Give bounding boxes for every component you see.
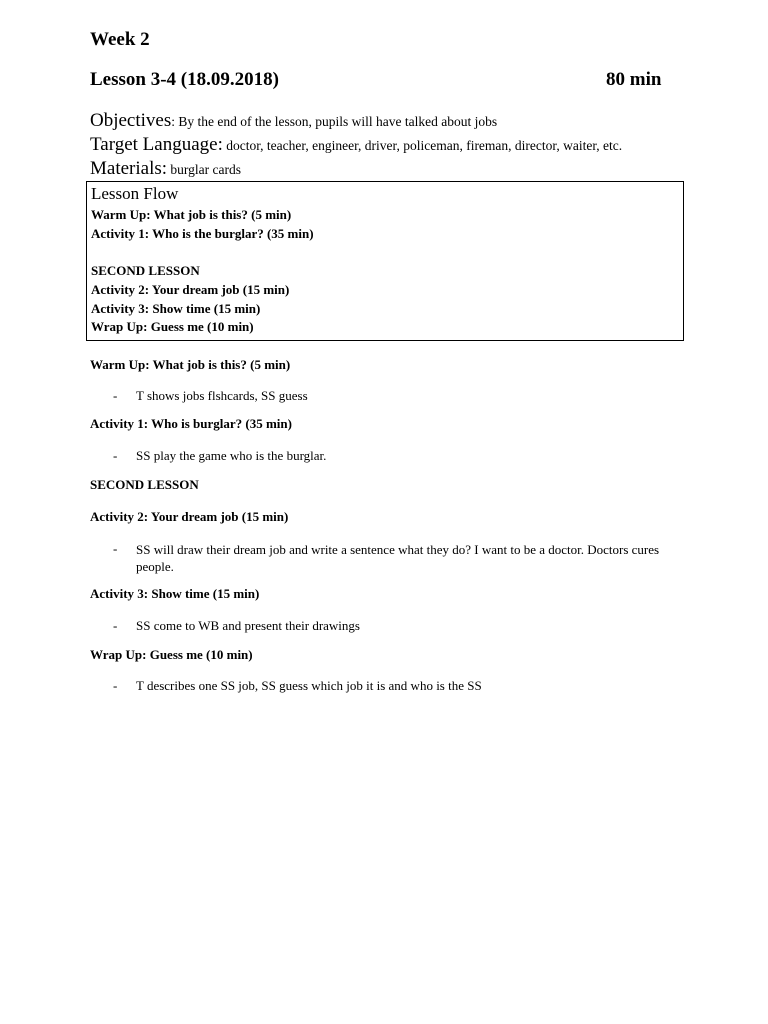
bullet-marker: - <box>113 618 118 633</box>
bullet-marker: - <box>113 678 118 693</box>
target-language-text: doctor, teacher, engineer, driver, policeman, fireman, director, waiter, etc. <box>222 138 623 153</box>
section-heading-activity-1: Activity 1: Who is burglar? (35 min) <box>90 416 292 431</box>
section-heading-activity-2: Activity 2: Your dream job (15 min) <box>90 509 289 524</box>
week-heading: Week 2 <box>90 29 150 50</box>
objectives-label: Objectives <box>90 110 172 131</box>
section-bullet-wrap-up: T describes one SS job, SS guess which job it is and who is the SS <box>136 678 482 693</box>
bullet-marker: - <box>113 388 118 403</box>
objectives-row <box>90 110 497 132</box>
bullet-marker: - <box>113 541 118 556</box>
section-bullet-activity-2: SS will draw their dream job and write a sentence what they do? I want to be a doctor. Doctors cures people. <box>136 542 660 574</box>
flow-item-warm-up: Warm Up: What job is this? (5 min) <box>91 207 292 222</box>
flow-item-wrap-up: Wrap Up: Guess me (10 min) <box>91 319 254 334</box>
target-language-label: Target Language: <box>90 134 223 155</box>
section-heading-second-lesson: SECOND LESSON <box>90 477 199 492</box>
materials-row <box>90 158 241 180</box>
lesson-heading: Lesson 3-4 (18.09.2018) <box>90 69 279 90</box>
objectives-text: : By the end of the lesson, pupils will have talked about jobs <box>171 114 498 129</box>
target-language-row <box>90 134 622 156</box>
flow-item-activity-1: Activity 1: Who is the burglar? (35 min) <box>91 226 314 241</box>
section-bullet-activity-1: SS play the game who is the burglar. <box>136 448 327 463</box>
section-heading-wrap-up: Wrap Up: Guess me (10 min) <box>90 647 253 662</box>
bullet-marker: - <box>113 448 118 463</box>
lesson-flow-box <box>86 181 684 341</box>
lesson-flow-title: Lesson Flow <box>91 184 179 203</box>
section-bullet-warm-up: T shows jobs flshcards, SS guess <box>136 388 308 403</box>
section-bullet-activity-3: SS come to WB and present their drawings <box>136 618 360 633</box>
materials-label: Materials: <box>90 158 168 179</box>
section-heading-warm-up: Warm Up: What job is this? (5 min) <box>90 357 291 372</box>
flow-item-activity-2: Activity 2: Your dream job (15 min) <box>91 282 290 297</box>
materials-text: burglar cards <box>167 162 242 177</box>
flow-item-second-lesson: SECOND LESSON <box>91 263 200 278</box>
lesson-duration: 80 min <box>606 69 662 90</box>
flow-item-activity-3: Activity 3: Show time (15 min) <box>91 301 261 316</box>
section-heading-activity-3: Activity 3: Show time (15 min) <box>90 586 260 601</box>
